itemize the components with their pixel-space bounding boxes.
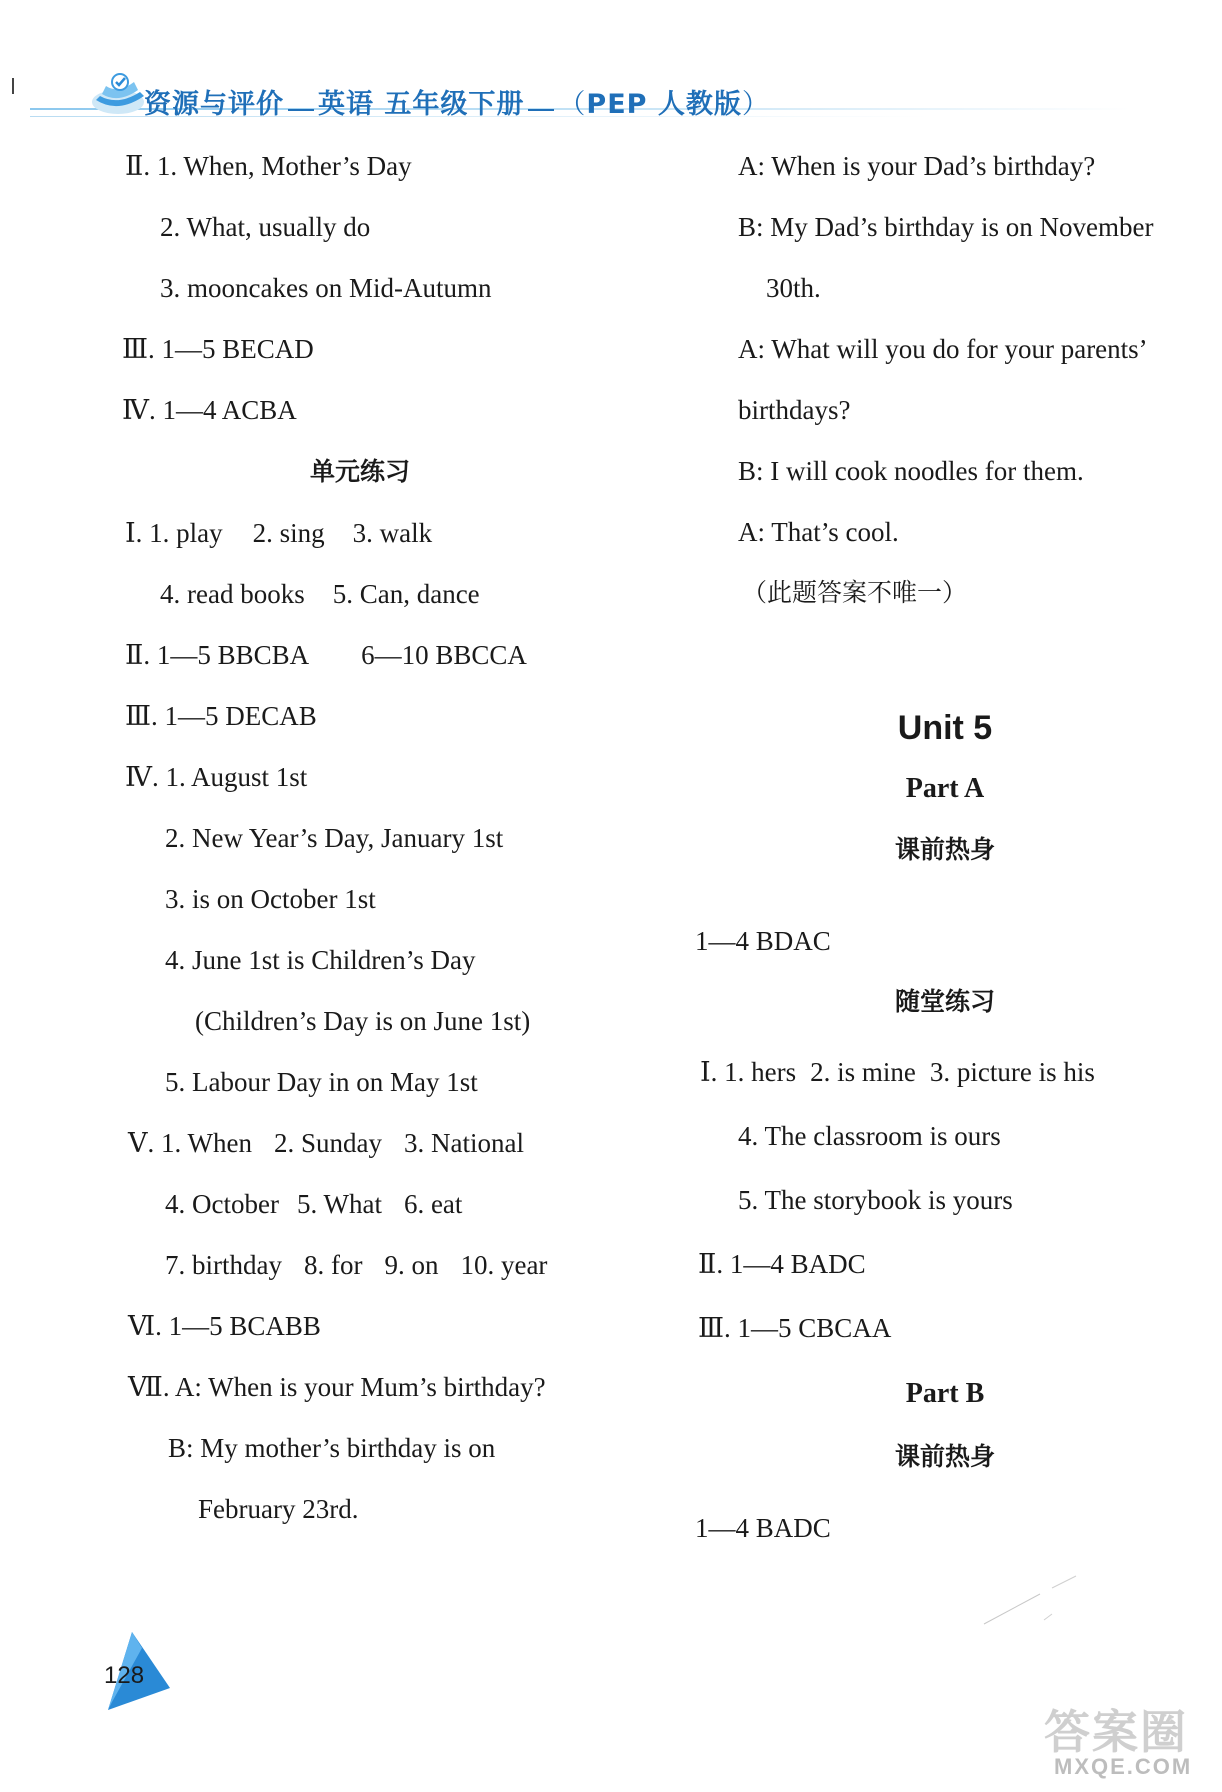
answer-line: 2. What, usually do xyxy=(160,212,371,242)
page-number: 128 xyxy=(104,1662,145,1689)
edition-close: ） xyxy=(741,89,770,120)
answer-line: Ⅱ. 1—5 BBCBA 6—10 BBCCA xyxy=(125,640,527,670)
section-heading: 课前热身 xyxy=(894,835,995,864)
header-title xyxy=(144,82,770,121)
answer-line: B: My mother’s birthday is on xyxy=(168,1433,496,1463)
dialogue-line: B: I will cook noodles for them. xyxy=(738,456,1084,486)
answer-line: Ⅲ. 1—5 BECAD xyxy=(122,334,314,364)
answer-line: 4. October 5. What 6. eat xyxy=(165,1189,463,1219)
answer-line: 4. June 1st is Children’s Day xyxy=(165,945,476,975)
note-line: （此题答案不唯一） xyxy=(742,578,968,607)
answer-line: Ⅵ. 1—5 BCABB xyxy=(128,1311,321,1341)
edition-label: PEP 人教版 xyxy=(586,89,742,120)
watermark-url: MXQE.COM xyxy=(1054,1754,1193,1779)
book-logo-icon xyxy=(90,70,150,118)
answer-line: Ⅰ. 1. play 2. sing 3. walk xyxy=(125,518,433,548)
answer-line: 5. The storybook is yours xyxy=(738,1185,1013,1215)
answer-line: 1—4 BDAC xyxy=(695,926,831,956)
answer-line: February 23rd. xyxy=(198,1494,359,1524)
answer-line: Ⅳ. 1. August 1st xyxy=(125,762,308,792)
answer-line: 4. read books 5. Can, dance xyxy=(160,579,480,609)
margin-tick xyxy=(12,78,14,94)
edition-open: （ xyxy=(558,89,587,120)
series-title: 资源与评价 xyxy=(144,89,284,120)
answer-line: (Children’s Day is on June 1st) xyxy=(195,1006,531,1036)
pencil-marks xyxy=(980,1570,1090,1640)
subject-label: 英语 xyxy=(318,89,374,120)
answer-line: 3. is on October 1st xyxy=(165,884,376,914)
answer-line: 5. Labour Day in on May 1st xyxy=(165,1067,478,1097)
answer-line: 7. birthday 8. for 9. on 10. year xyxy=(165,1250,548,1280)
part-title: Part B xyxy=(905,1378,985,1409)
answer-line: Ⅱ. 1—4 BADC xyxy=(698,1249,866,1279)
answer-line: Ⅰ. 1. hers 2. is mine 3. picture is his xyxy=(700,1057,1095,1087)
answer-line: Ⅲ. 1—5 CBCAA xyxy=(698,1313,892,1343)
dialogue-line: birthdays? xyxy=(738,395,851,425)
answer-line: Ⅴ. 1. When 2. Sunday 3. National xyxy=(128,1128,524,1158)
watermark-logo: 答案圈 xyxy=(1044,1705,1188,1759)
watermark xyxy=(1040,1696,1210,1784)
page-number-tab xyxy=(102,1632,172,1712)
answer-line: Ⅱ. 1. When, Mother’s Day xyxy=(125,151,412,181)
answer-line: Ⅲ. 1—5 DECAB xyxy=(125,701,317,731)
grade-label: 五年级下册 xyxy=(384,89,525,120)
answer-line: 3. mooncakes on Mid-Autumn xyxy=(160,273,492,303)
answer-line: Ⅳ. 1—4 ACBA xyxy=(122,395,297,425)
dialogue-line: A: That’s cool. xyxy=(738,517,899,547)
answer-line: 1—4 BADC xyxy=(695,1513,831,1543)
unit-title: Unit 5 xyxy=(897,709,993,747)
answer-line: 2. New Year’s Day, January 1st xyxy=(165,823,504,853)
page-header xyxy=(12,68,1192,128)
section-heading: 随堂练习 xyxy=(894,987,995,1016)
dialogue-line: B: My Dad’s birthday is on November xyxy=(738,212,1154,242)
answer-line: Ⅶ. A: When is your Mum’s birthday? xyxy=(128,1372,546,1402)
section-heading: 课前热身 xyxy=(894,1442,995,1471)
dialogue-line: A: When is your Dad’s birthday? xyxy=(738,151,1096,181)
section-heading: 单元练习 xyxy=(309,457,410,486)
answer-line: 4. The classroom is ours xyxy=(738,1121,1001,1151)
dialogue-line: 30th. xyxy=(766,273,821,303)
part-title: Part A xyxy=(905,773,985,804)
dialogue-line: A: What will you do for your parents’ xyxy=(738,334,1148,364)
